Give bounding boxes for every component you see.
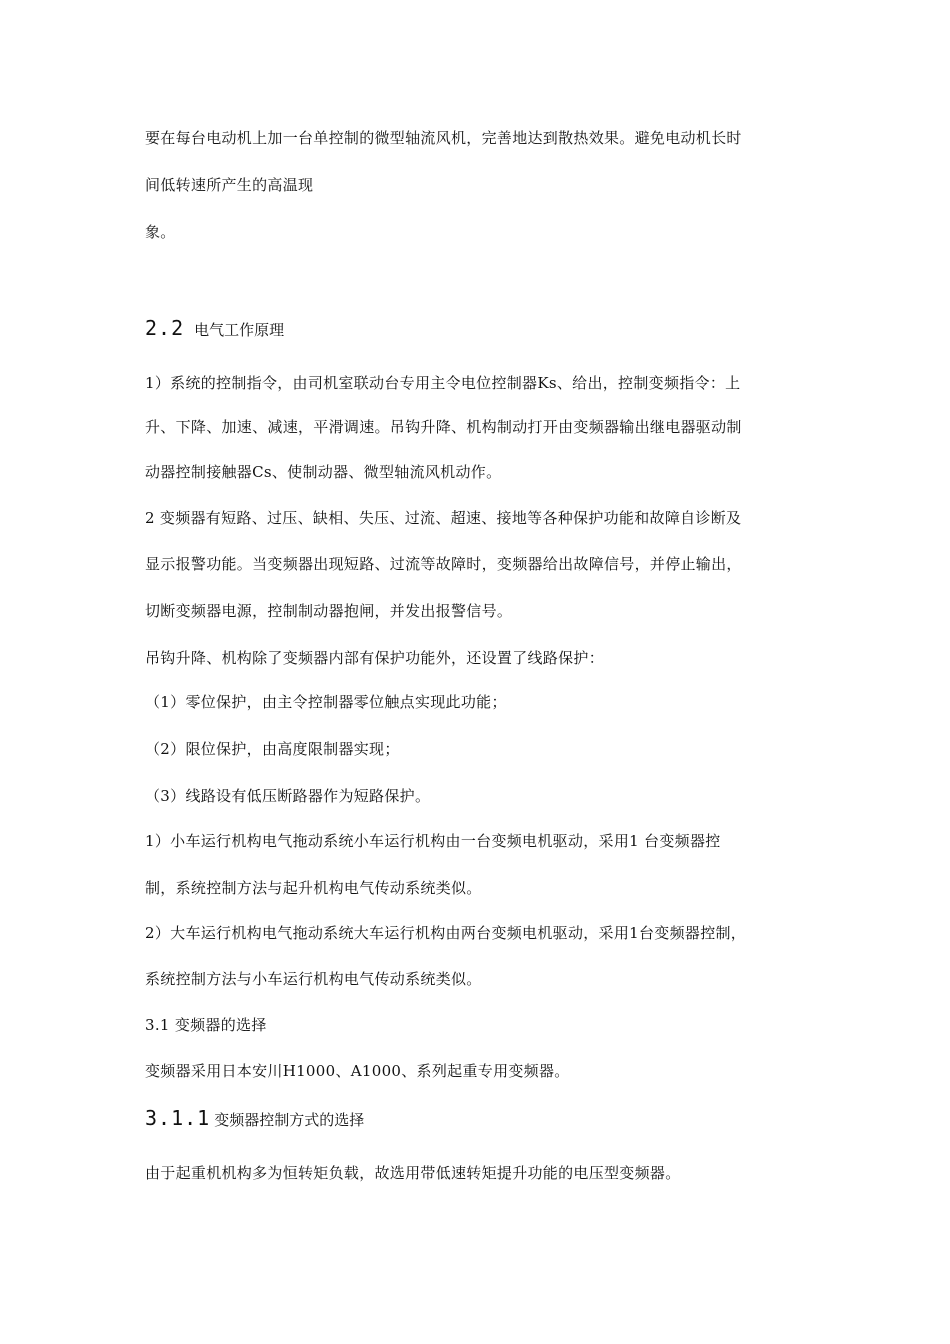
list-item: （1）零位保护，由主令控制器零位触点实现此功能； (145, 693, 507, 711)
paragraph-line: 1）小车运行机构电气拖动系统小车运行机构由一台变频电机驱动，采用1 台变频器控 (145, 832, 721, 850)
paragraph-line: 2）大车运行机构电气拖动系统大车运行机构由两台变频电机驱动，采用1台变频器控制， (145, 924, 747, 942)
paragraph-line: 显示报警功能。当变频器出现短路、过流等故障时，变频器给出故障信号，并停止输出， (145, 555, 742, 573)
section-title: 电气工作原理 (194, 321, 285, 339)
section-heading (145, 1106, 364, 1130)
section-number: 3.1.1 (145, 1106, 211, 1130)
paragraph-line: 由于起重机机构多为恒转矩负载，故选用带低速转矩提升功能的电压型变频器。 (145, 1164, 681, 1182)
paragraph-line: 要在每台电动机上加一台单控制的微型轴流风机，完善地达到散热效果。避免电动机长时 (145, 129, 742, 147)
list-item: （3）线路设有低压断路器作为短路保护。 (145, 787, 431, 805)
paragraph-line: 2 变频器有短路、过压、缺相、失压、过流、超速、接地等各种保护功能和故障自诊断及 (145, 509, 742, 527)
paragraph-line: 动器控制接触器Cs、使制动器、微型轴流风机动作。 (145, 463, 502, 481)
section-heading (145, 316, 284, 340)
paragraph-line: 1）系统的控制指令，由司机室联动台专用主令电位控制器Ks、给出，控制变频指令：上 (145, 374, 741, 392)
paragraph-line: 切断变频器电源，控制制动器抱闸，并发出报警信号。 (145, 602, 513, 620)
section-number: 2.2 (145, 316, 185, 340)
paragraph-line: 系统控制方法与小车运行机构电气传动系统类似。 (145, 970, 482, 988)
paragraph-line: 象。 (145, 223, 176, 241)
subsection-heading: 3.1 变频器的选择 (145, 1016, 267, 1034)
paragraph-line: 吊钩升降、机构除了变频器内部有保护功能外，还设置了线路保护： (145, 649, 605, 667)
paragraph-line: 间低转速所产生的高温现 (145, 176, 314, 194)
paragraph-line: 升、下降、加速、减速，平滑调速。吊钩升降、机构制动打开由变频器输出继电器驱动制 (145, 418, 742, 436)
section-title: 变频器控制方式的选择 (214, 1111, 365, 1129)
paragraph-line: 制，系统控制方法与起升机构电气传动系统类似。 (145, 879, 482, 897)
paragraph-line: 变频器采用日本安川H1000、A1000、系列起重专用变频器。 (145, 1062, 570, 1080)
list-item: （2）限位保护，由高度限制器实现； (145, 740, 400, 758)
